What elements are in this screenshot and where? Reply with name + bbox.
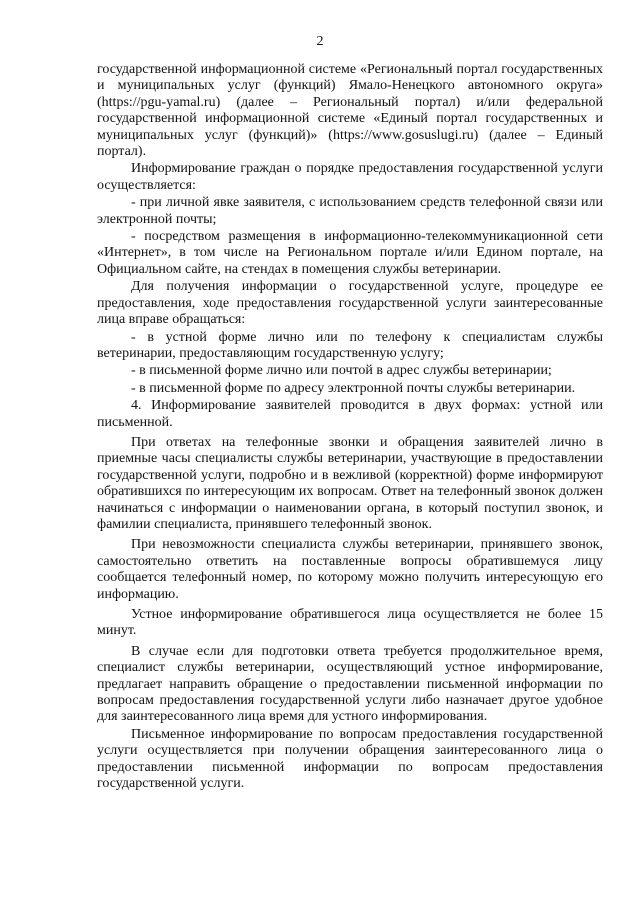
paragraph-internet-posting: - посредством размещения в информационно-телекоммуникационной сети «Интернет», в том числе на Региональном портале и/или Едином портале, на Официальном сайте, на стендах в помещения службы ветеринарии. <box>97 229 603 277</box>
paragraph-oral-duration: Устное информирование обратившегося лица осуществляется не более 15 минут. <box>97 607 603 639</box>
paragraph-written-form-email: - в письменной форме по адресу электронной почты службы ветеринарии. <box>131 380 576 396</box>
paragraph-oral-form: - в устной форме лично или по телефону к специалистам службы ветеринарии, предоставляющим государственную услугу; <box>97 329 603 361</box>
paragraph-personal-visit: - при личной явке заявителя, с использованием средств телефонной связи или электронной почты; <box>97 195 603 227</box>
paragraph-obtaining-info: Для получения информации о государственной услуге, процедуре ее предоставления, ходе предоставления государственной услуги заинтересованные лица вправе обращаться: <box>97 279 603 328</box>
paragraph-unable-to-answer: При невозможности специалиста службы ветеринарии, принявшего звонок, самостоятельно ответить на поставленные вопросы обратившемуся лицу сообщается телефонный номер, по которому можно получить интересующую его информацию. <box>97 537 603 602</box>
paragraph-phone-answers: При ответах на телефонные звонки и обращения заявителей лично в приемные часы специалисты службы ветеринарии, участвующие в предоставлении государственной услуги, подробно и в вежливой (корректной) форме информируют обратившихся по интересующим их вопросам. Ответ на телефонный звонок должен начинаться с информации о наименовании органа, в который поступил звонок, и фамилии специалиста, принявшего телефонный звонок. <box>97 434 603 532</box>
paragraph-written-form-mail: - в письменной форме лично или почтой в адрес службы ветеринарии; <box>131 363 552 379</box>
page-number: 2 <box>316 34 324 49</box>
paragraph-portal-systems: государственной информационной системе «Региональный портал государственных и муниципальных услуг (функций) Ямало-Ненецкого автономного округа» (https://pgu-yamal.ru) (далее – Региональный портал) и/или федеральной государственной информационной системе «Единый портал государственных и муниципальных услуг (функций)» (https://www.gosuslugi.ru) (далее – Единый портал). <box>97 62 603 160</box>
paragraph-informing-intro: Информирование граждан о порядке предоставления государственной услуги осуществляется: <box>97 161 603 193</box>
paragraph-two-forms: 4. Информирование заявителей проводится в двух формах: устной или письменной. <box>97 398 603 430</box>
document-body <box>97 62 603 793</box>
paragraph-written-informing: Письменное информирование по вопросам предоставления государственной услуги осуществляется при получении обращения заинтересованного лица о предоставлении письменной информации по вопросам предоставления государственной услуги. <box>97 726 603 792</box>
paragraph-long-preparation: В случае если для подготовки ответа требуется продолжительное время, специалист службы ветеринарии, осуществляющий устное информирование, предлагает направить обращение о предоставлении письменной информации по вопросам предоставления государственной услуги либо назначает другое удобное для заинтересованного лица время для устного информирования. <box>97 643 603 725</box>
